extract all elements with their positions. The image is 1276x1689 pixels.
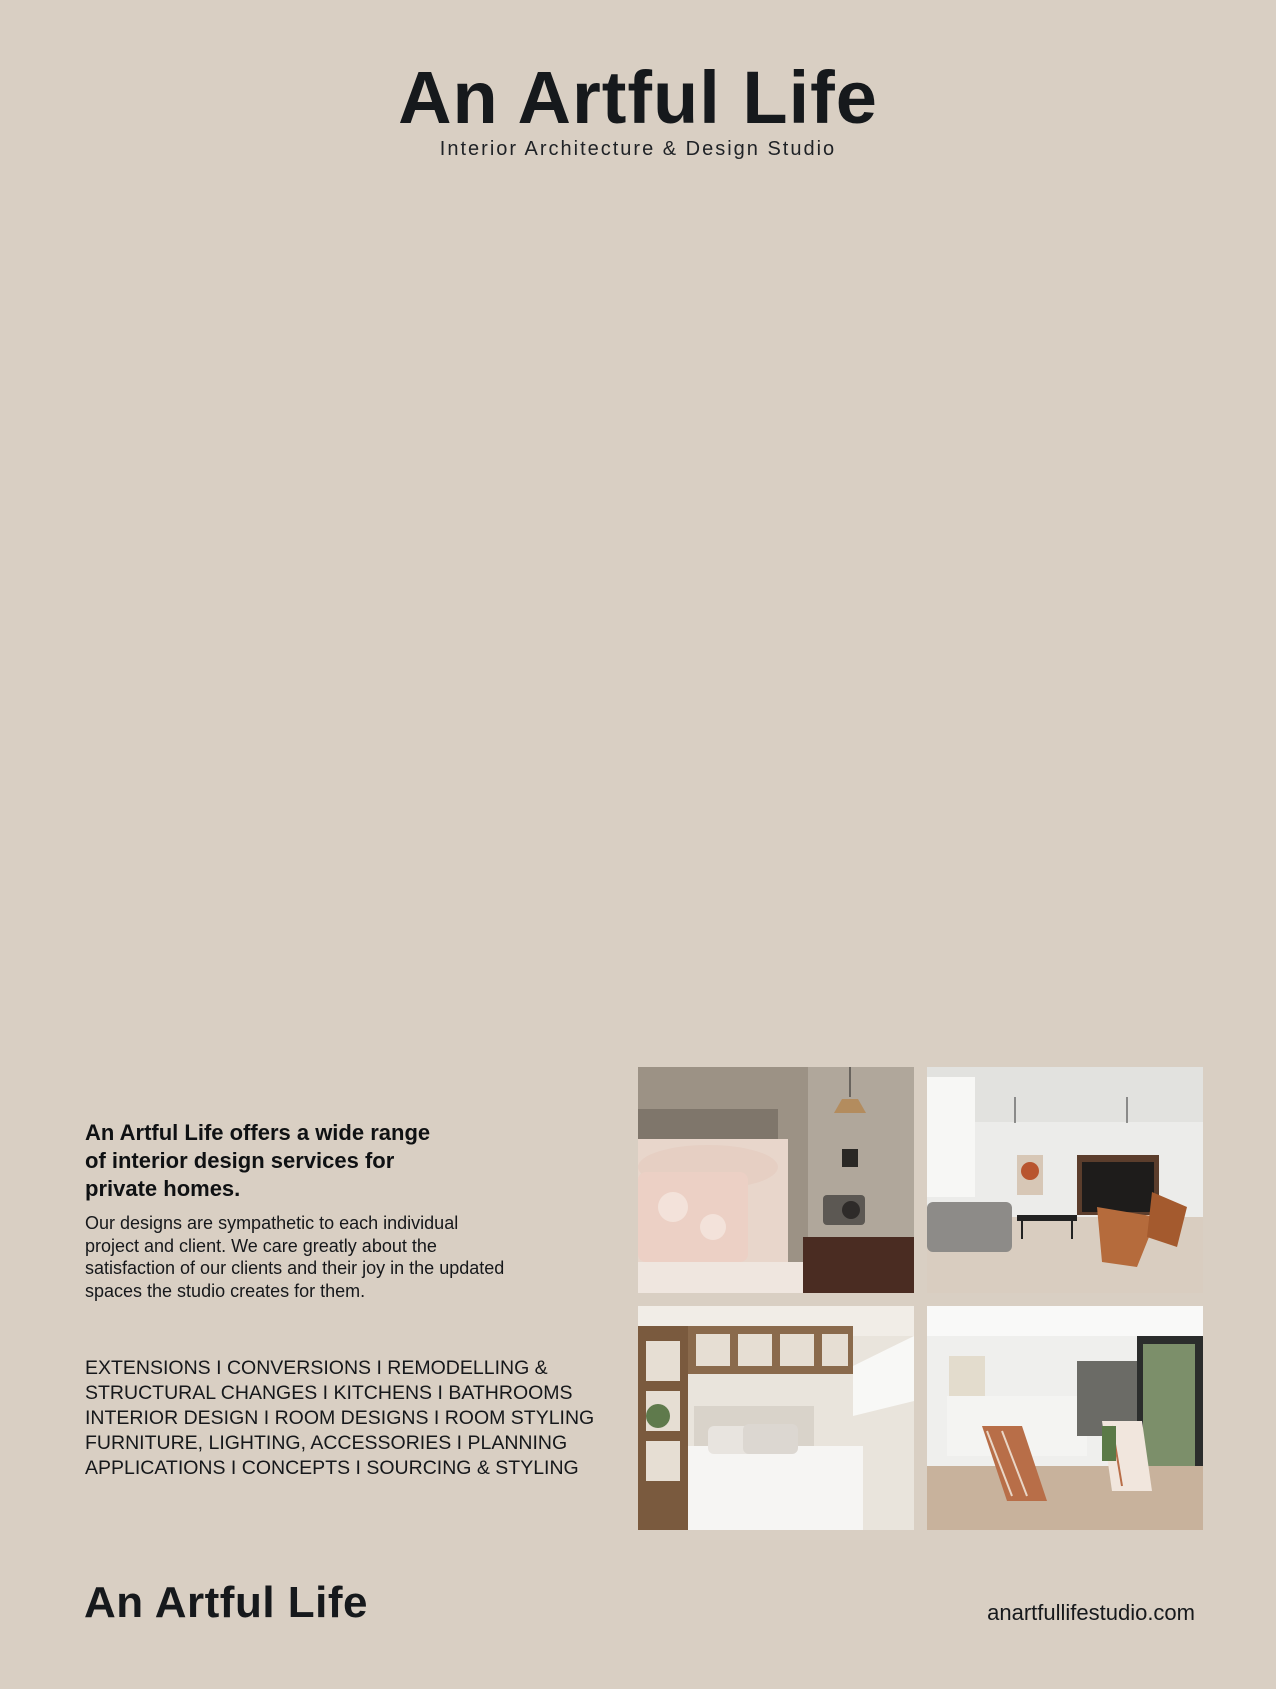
services-line: APPLICATIONS I CONCEPTS I SOURCING & STYLING (85, 1457, 579, 1479)
services-list (85, 1356, 625, 1481)
services-line: STRUCTURAL CHANGES I KITCHENS I BATHROOMS (85, 1382, 573, 1404)
kitchen-extension-photo (927, 1306, 1203, 1530)
brand-title: An Artful Life (398, 56, 878, 139)
shelving-bedroom-photo (638, 1306, 914, 1530)
services-line: EXTENSIONS I CONVERSIONS I REMODELLING & (85, 1357, 548, 1379)
intro-heading: An Artful Life offers a wide range of interior design services for private homes. (85, 1120, 431, 1201)
bedroom-photo (638, 1067, 914, 1293)
services-line: FURNITURE, LIGHTING, ACCESSORIES I PLANNING (85, 1432, 568, 1454)
footer-brand: An Artful Life (84, 1578, 368, 1627)
intro-body: Our designs are sympathetic to each individual project and client. We care greatly about the satisfaction of our clients and their joy in the updated spaces the studio creates for them. (85, 1213, 505, 1301)
website-link[interactable]: anartfullifestudio.com (987, 1600, 1195, 1625)
brand-subtitle: Interior Architecture & Design Studio (439, 138, 837, 160)
living-room-photo (927, 1067, 1203, 1293)
services-line: INTERIOR DESIGN I ROOM DESIGNS I ROOM STYLING (85, 1407, 595, 1429)
